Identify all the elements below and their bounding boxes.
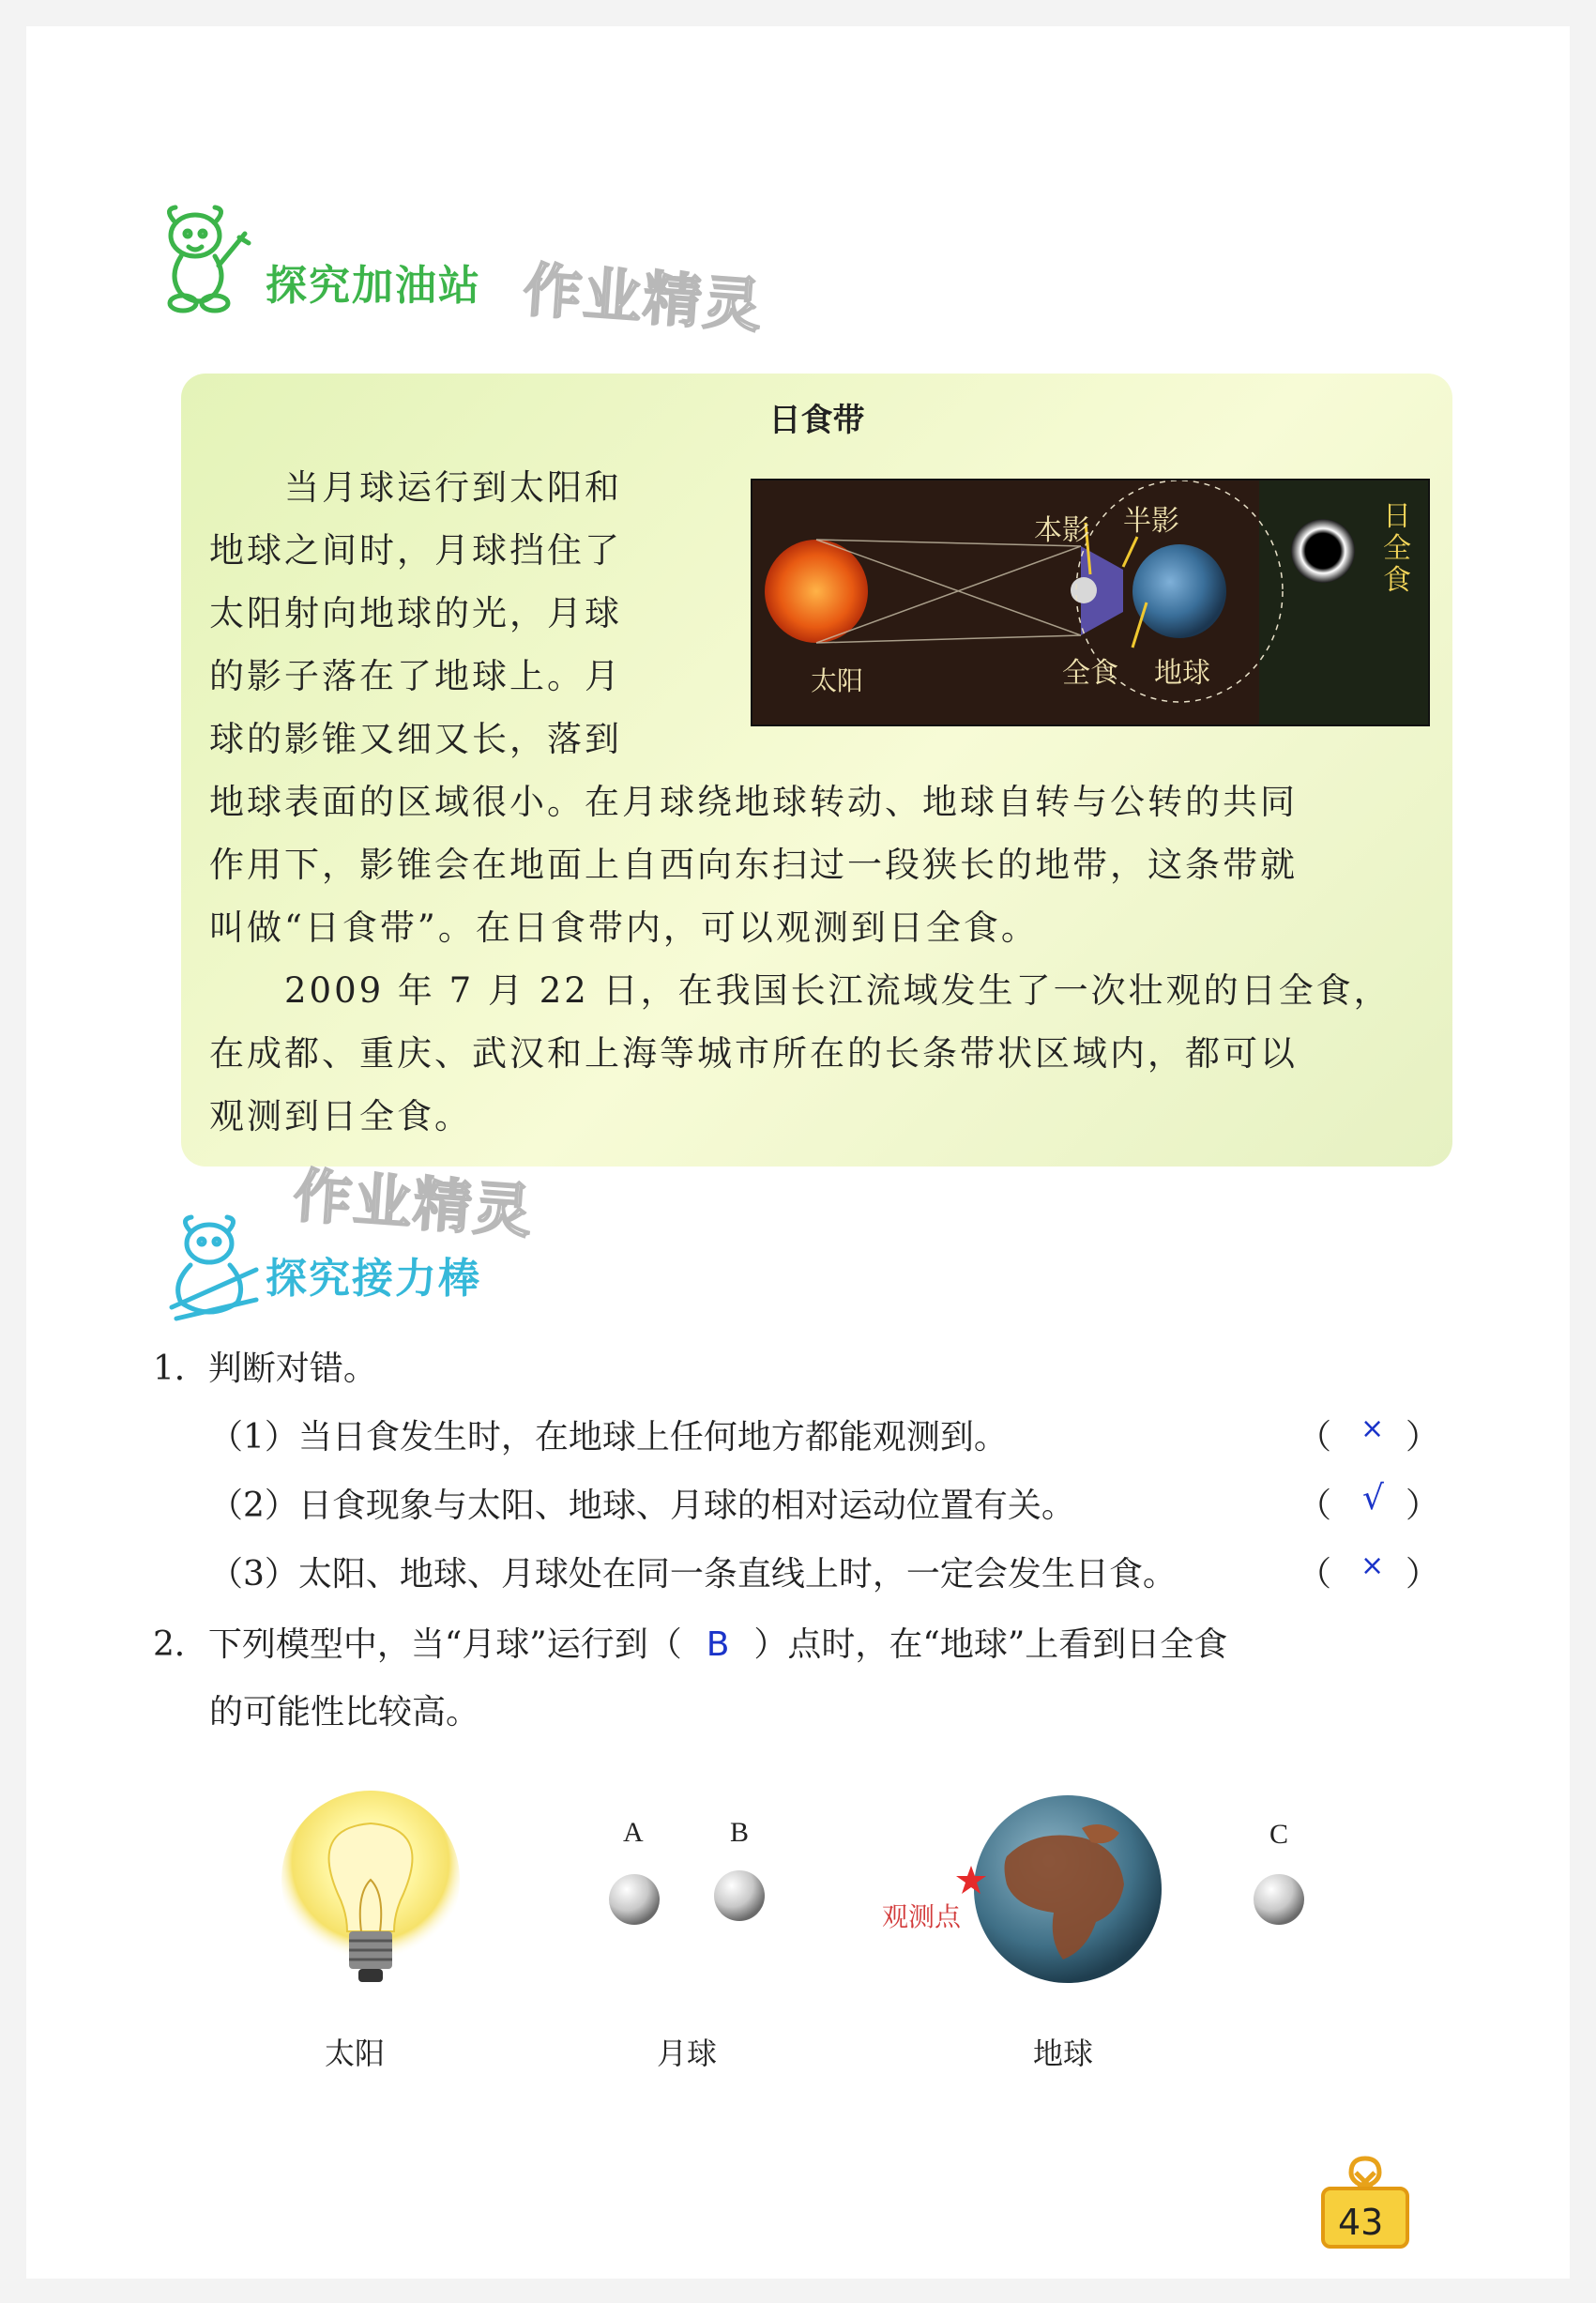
- info-box-rishidai: [181, 374, 1452, 1167]
- section-title-tanjiu-jiayouzhan: 探究加油站: [266, 262, 481, 310]
- page-number: 43: [1338, 2202, 1384, 2243]
- label-sun: 太阳: [811, 665, 864, 696]
- answer-1-3: ×: [1360, 1549, 1385, 1582]
- question-1-item-3: （3）太阳、地球、月球处在同一条直线上时，一定会发生日食。: [209, 1555, 1177, 1594]
- paren-open: （: [1298, 1555, 1332, 1594]
- question-1-item-2: （2）日食现象与太阳、地球、月球的相对运动位置有关。: [209, 1487, 1075, 1525]
- observation-point-label: 观测点: [882, 1901, 962, 1932]
- point-label-b: B: [730, 1817, 750, 1848]
- caption-earth: 地球: [1033, 2036, 1094, 2071]
- caption-moon: 月球: [657, 2036, 718, 2071]
- solar-eclipse-diagram: [751, 479, 1430, 726]
- info-box-title: 日食带: [768, 402, 865, 439]
- para-line: 在成都、重庆、武汉和上海等城市所在的长条带状区域内，都可以: [209, 1033, 1298, 1074]
- section-title-tanjiu-jielibang: 探究接力棒: [266, 1255, 481, 1303]
- para-line: 太阳射向地球的光，月球: [209, 593, 622, 633]
- light-bulb-sun-icon: [272, 1791, 469, 2035]
- paren-close: ）: [1406, 1555, 1440, 1594]
- answer-2: B: [706, 1625, 730, 1664]
- question-2-stem-line1: [153, 1618, 1227, 1666]
- paren-open: （: [1298, 1487, 1332, 1525]
- textbook-page: [26, 26, 1570, 2279]
- question-2-pre: 2．下列模型中，当“月球”运行到（: [153, 1625, 682, 1664]
- info-paragraph-1-lines-top: [209, 456, 753, 770]
- earth-globe-icon: [969, 1791, 1166, 1988]
- para-line: 作用下，影锥会在地面上自西向东扫过一段狭长的地带，这条带就: [209, 845, 1298, 885]
- answer-1-1: ×: [1360, 1412, 1385, 1445]
- question-2-stem-line2: 的可能性比较高。: [209, 1693, 480, 1731]
- para-line: 2009 年 7 月 22 日，在我国长江流域发生了一次壮观的日全食，: [284, 970, 1391, 1011]
- point-label-c: C: [1269, 1819, 1289, 1850]
- question-2-post: ）点时，在“地球”上看到日全食: [753, 1625, 1228, 1664]
- para-line: 叫做“日食带”。在日食带内，可以观测到日全食。: [209, 907, 1039, 948]
- observation-star-icon: [955, 1864, 987, 1896]
- moon-ball-b-icon: [711, 1868, 768, 1924]
- para-line: 的影子落在了地球上。月: [209, 656, 622, 696]
- label-earth: 地球: [1154, 657, 1210, 690]
- label-umbra: 本影: [1034, 514, 1090, 547]
- label-penumbra: 半影: [1123, 505, 1179, 538]
- para-line: 地球表面的区域很小。在月球绕地球转动、地球自转与公转的共同: [209, 782, 1298, 822]
- cow-mascot-icon: [158, 1213, 270, 1326]
- watermark: 作业精灵: [521, 255, 766, 341]
- paren-close: ）: [1406, 1487, 1440, 1525]
- question-1-stem: 1．判断对错。: [153, 1350, 377, 1388]
- caption-sun: 太阳: [325, 2036, 386, 2071]
- answer-1-2: √: [1362, 1479, 1384, 1518]
- para-line: 当月球运行到太阳和: [284, 467, 622, 508]
- watermark: 作业精灵: [291, 1161, 536, 1246]
- paren-open: （: [1298, 1418, 1332, 1457]
- label-total-eclipse: 日 全 食: [1383, 500, 1411, 597]
- info-paragraph-1-lines-full: [209, 770, 1438, 1148]
- total-eclipse-ring-icon: [1291, 519, 1355, 583]
- label-total: 全食: [1062, 657, 1118, 690]
- question-1-item-1: （1）当日食发生时，在地球上任何地方都能观测到。: [209, 1418, 1008, 1457]
- earth-icon: [1132, 544, 1226, 638]
- point-label-a: A: [623, 1817, 644, 1848]
- moon-ball-c-icon: [1251, 1871, 1307, 1928]
- para-line: 球的影锥又细又长，落到: [209, 719, 622, 759]
- sun-icon: [765, 540, 868, 643]
- paren-close: ）: [1406, 1418, 1440, 1457]
- moon-icon: [1071, 577, 1097, 603]
- para-line: 地球之间时，月球挡住了: [209, 530, 622, 571]
- para-line: 观测到日全食。: [209, 1096, 472, 1136]
- cow-mascot-icon: [153, 200, 266, 322]
- moon-ball-a-icon: [606, 1871, 662, 1928]
